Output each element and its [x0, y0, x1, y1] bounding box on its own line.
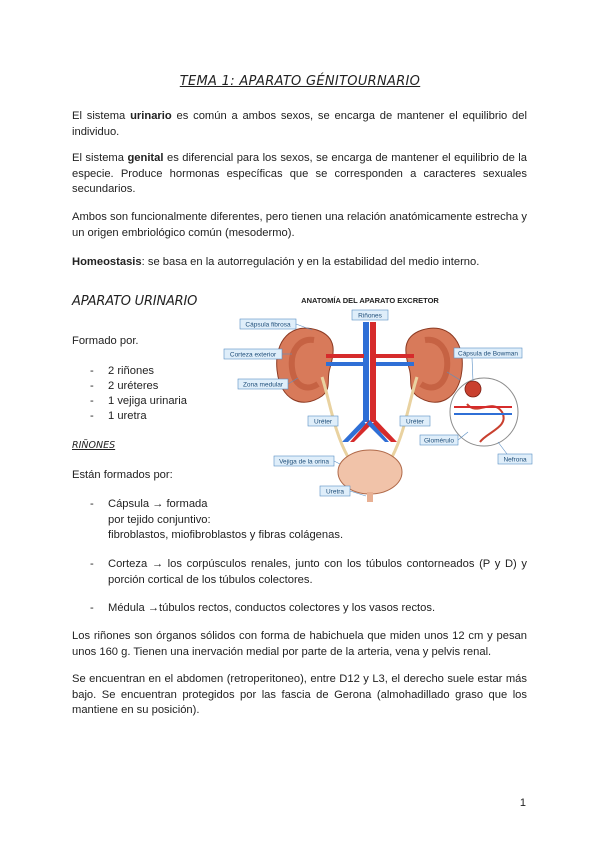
svg-text:Riñones: Riñones — [358, 312, 382, 320]
list-item: - 1 vejiga urinaria — [90, 395, 187, 407]
urinary-anatomy-figure — [222, 292, 534, 504]
label-uretra — [320, 486, 350, 496]
bullet-capsula: - Cápsula → formada por tejido conjuntivo: fibroblastos, miofibroblastos y fibras colágenas. — [90, 498, 344, 541]
subheading-rinones: RIÑONES — [72, 440, 116, 451]
formado-por-text: Formado por. — [72, 335, 139, 347]
svg-text:Uréter: Uréter — [313, 418, 333, 426]
label-capsula-bowman — [454, 348, 522, 358]
paragraph-homeostasis: Homeostasis: se basa en la autorregulación y en la estabilidad del medio interno. — [72, 256, 480, 268]
section-heading-aparato-urinario: APARATO URINARIO — [72, 294, 198, 309]
svg-text:Cápsula de Bowman: Cápsula de Bowman — [458, 350, 518, 358]
bullet-medula: - Médula →túbulos rectos, conductos colectores y los vasos rectos. — [90, 602, 436, 614]
aorta-shape — [370, 322, 376, 422]
svg-text:Nefrona: Nefrona — [503, 456, 527, 464]
page-title: TEMA 1: APARATO GÉNITOURNARIO — [179, 74, 421, 89]
svg-text:Uréter: Uréter — [405, 418, 425, 426]
list-item: - 2 uréteres — [90, 380, 159, 392]
label-nefrona — [498, 454, 532, 464]
paragraph-urinario: El sistema urinario es común a ambos sexos, se encarga de mantener el equilibrio del individuo. — [72, 110, 527, 138]
label-rinones — [352, 310, 388, 320]
svg-text:Vejiga de la orina: Vejiga de la orina — [279, 458, 329, 466]
label-ureter-right — [400, 416, 430, 426]
estan-formados-text: Están formados por: — [72, 469, 173, 481]
paragraph-relacion: Ambos son funcionalmente diferentes, pero tienen una relación anatómicamente estrecha y un origen embriológico común (mesodermo). — [72, 211, 527, 239]
svg-text:Uretra: Uretra — [325, 488, 345, 496]
paragraph-genital: El sistema genital es diferencial para los sexos, se encarga de mantener el equilibrio de la especie. Produce hormonas específicas que se corresponden a caracteres sexuales secundarios. — [72, 152, 527, 195]
paragraph-rinones-ubicacion: Se encuentran en el abdomen (retroperitoneo), entre D12 y L3, el derecho suele estar más bajo. Se encuentran protegidos por las fascia de Gerona (almohadillado graso que los mantiene en su posición). — [72, 673, 527, 716]
vena-cava-shape — [363, 322, 369, 422]
label-zona-medular — [238, 379, 288, 389]
svg-text:Corteza exterior: Corteza exterior — [229, 351, 277, 359]
svg-text:Cápsula fibrosa: Cápsula fibrosa — [245, 321, 291, 329]
label-glomerulo — [420, 435, 458, 445]
list-item: - 1 uretra — [90, 410, 147, 422]
paragraph-rinones-descripcion: Los riñones son órganos sólidos con forma de habichuela que miden unos 12 cm y pesan unos 160 g. Tienen una inervación medial por parte de la arteria, vena y pelvis renal. — [72, 630, 527, 658]
svg-text:Glomérulo: Glomérulo — [424, 437, 454, 445]
figure-title: ANATOMÍA DEL APARATO EXCRETOR — [301, 296, 439, 305]
label-ureter-left — [308, 416, 338, 426]
list-item: - 2 riñones — [90, 365, 155, 377]
svg-text:Zona medular: Zona medular — [242, 381, 284, 389]
label-vejiga — [274, 456, 334, 466]
page-number: 1 — [519, 797, 526, 809]
nephron-detail-shape — [450, 378, 518, 446]
components-list — [90, 364, 187, 424]
bullet-corteza: - Corteza → los corpúsculos renales, junto con los túbulos contorneados (P y D) y porción cortical de los túbulos colectores. — [90, 558, 527, 586]
label-capsula-fibrosa — [240, 319, 296, 329]
label-corteza-exterior — [224, 349, 282, 359]
